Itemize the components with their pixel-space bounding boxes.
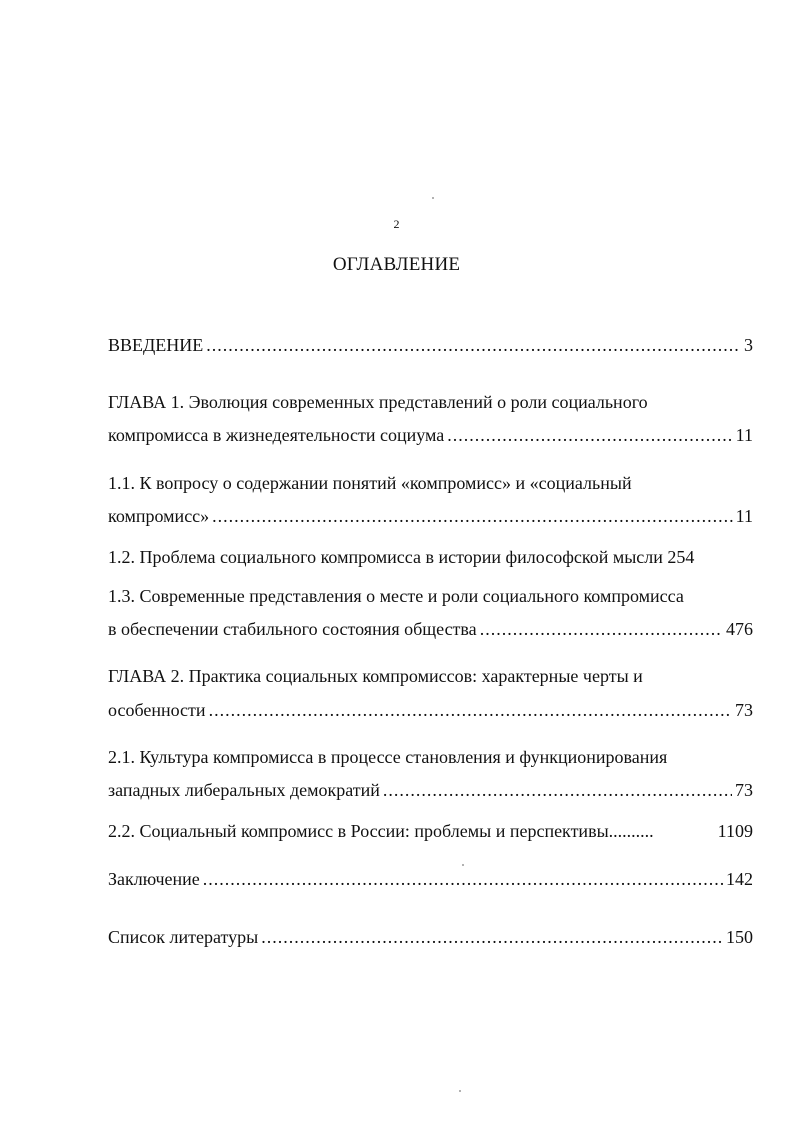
toc-page-ref: 476 [726, 619, 753, 639]
toc-page-ref: 73 [735, 780, 753, 800]
toc-page-ref: 3 [744, 335, 753, 355]
toc-entry-1-1[interactable] [108, 505, 753, 527]
leader-dots [212, 505, 732, 527]
toc-entry-2-2[interactable] [108, 820, 753, 842]
toc-entry-2-1-line1[interactable]: 2.1. Культура компромисса в процессе становления и функционирования [108, 747, 668, 767]
toc-entry-ch2[interactable] [108, 699, 753, 721]
toc-entry-text: западных либеральных демократий [108, 780, 380, 800]
toc-entry-1-1-line1[interactable]: 1.1. К вопросу о содержании понятий «компромисс» и «социальный [108, 473, 632, 493]
toc-page-ref: 142 [726, 869, 753, 889]
toc-entry-text: Заключение [108, 869, 200, 889]
toc-entry-1-3[interactable] [108, 618, 753, 640]
leader-dots [209, 699, 732, 721]
toc-page-ref: 11 [735, 506, 753, 526]
scan-speck [462, 864, 464, 866]
toc-entry-text: в обеспечении стабильного состояния общества [108, 619, 477, 639]
toc-entry-1-2[interactable]: 1.2. Проблема социального компромисса в истории философской мысли 254 [108, 547, 695, 567]
toc-entry-ch1[interactable] [108, 424, 753, 446]
leader-dots [447, 424, 732, 446]
toc-title: ОГЛАВЛЕНИЕ [332, 254, 461, 275]
toc-page-ref: 1109 [717, 821, 753, 841]
scan-speck [432, 197, 434, 199]
toc-entry-text: Список литературы [108, 927, 259, 947]
leader-dots [206, 334, 741, 356]
toc-entry-text: 2.2. Социальный компромисс в России: проблемы и перспективы.......... [108, 821, 654, 841]
toc-entry-text: компромисса в жизнедеятельности социума [108, 425, 445, 445]
leader-dots [383, 779, 732, 801]
toc-entry-text: особенности [108, 700, 206, 720]
page-number: 2 [393, 217, 400, 231]
toc-page-ref: 73 [735, 700, 753, 720]
leader-dots [480, 618, 723, 640]
toc-entry-conclusion[interactable] [108, 868, 753, 890]
toc-entry-ch1-line1[interactable]: ГЛАВА 1. Эволюция современных представлений о роли социального [108, 392, 648, 412]
toc-entry-ch2-line1[interactable]: ГЛАВА 2. Практика социальных компромиссов: характерные черты и [108, 666, 643, 686]
leader-dots [203, 868, 723, 890]
scan-speck [459, 1090, 461, 1092]
leader-dots [261, 926, 723, 948]
toc-entry-1-3-line1[interactable]: 1.3. Современные представления о месте и роли социального компромисса [108, 586, 684, 606]
toc-entry-text: компромисс» [108, 506, 210, 526]
toc-entry-2-1[interactable] [108, 779, 753, 801]
toc-page-ref: 150 [726, 927, 753, 947]
toc-page-ref: 11 [735, 425, 753, 445]
toc-entry-references[interactable] [108, 926, 753, 948]
toc-entry-text: ВВЕДЕНИЕ [108, 335, 204, 355]
toc-entry-intro[interactable] [108, 334, 753, 356]
